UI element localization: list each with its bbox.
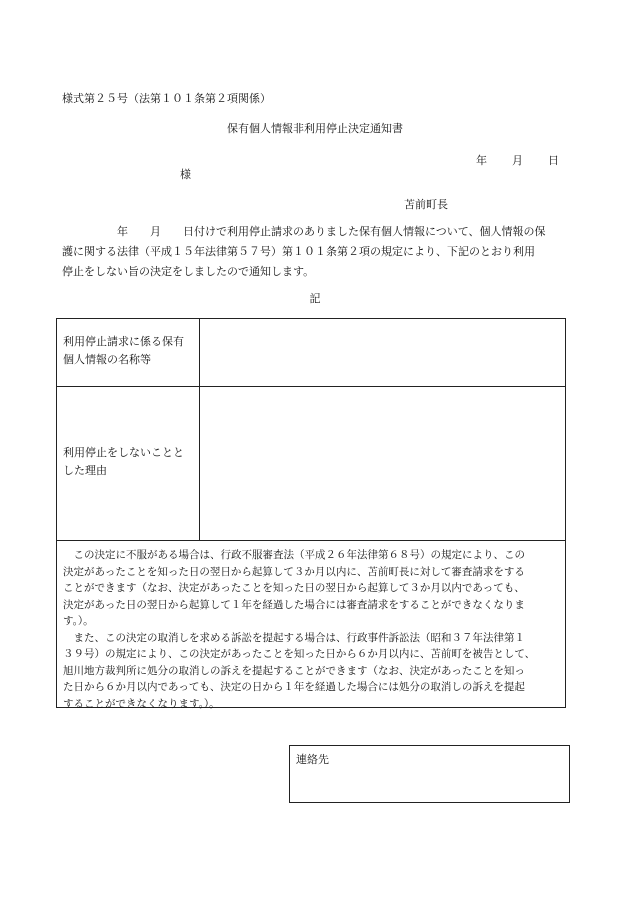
notice-line: 旭川地方裁判所に処分の取消しの訴えを提起することができます（なお、決定があったことを知っ: [63, 664, 525, 677]
notice-line: た日から６か月以内であっても、決定の日から１年を経過した場合には処分の取消しの訴えを提起: [63, 681, 525, 693]
appeal-notice: [57, 540, 565, 708]
date-month-label: 月: [512, 154, 523, 167]
body-line: 護に関する法律（平成１５年法律第５７号）第１０１条第２項の規定により、下記のとおり利用: [62, 245, 535, 258]
contact-label: 連絡先: [296, 753, 329, 766]
body-line: 年 月 日付けで利用停止請求のありました保有個人情報について、個人情報の保: [62, 225, 546, 238]
notice-line: す。）。: [63, 615, 94, 627]
label-line: 利用停止請求に係る保有: [63, 335, 184, 348]
label-line: 個人情報の名称等: [63, 353, 151, 366]
date-day-label: 日: [548, 154, 559, 167]
notice-line: 決定があったことを知った日の翌日から起算して３か月以内に、苫前町長に対して審査請求をする: [63, 565, 525, 578]
label-line: 利用停止をしないことと: [63, 446, 184, 459]
label-line: した理由: [63, 464, 107, 477]
ki-heading: 記: [309, 292, 321, 305]
notice-line: 決定があった日の翌日から起算して１年を経過した場合には審査請求をすることができなくなりま: [63, 598, 525, 611]
table-row-info-name: [57, 319, 565, 387]
date-year-label: 年: [476, 154, 487, 167]
contact-box: [289, 745, 570, 803]
issuer-name: 苫前町長: [404, 198, 448, 211]
notice-line: することができなくなります。）。: [63, 697, 220, 710]
notice-line: この決定に不服がある場合は、行政不服審査法（平成２６年法律第６８号）の規定により、この: [63, 549, 525, 561]
table-row-reason: [57, 386, 565, 541]
label-reason: [57, 386, 200, 540]
notice-line: ３９号）の規定により、この決定があったことを知った日から６か月以内に、苫前町を被告として、: [63, 648, 536, 660]
label-info-name: [57, 319, 200, 386]
notice-line: ことができます（なお、決定があったことを知った日の翌日から起算して３か月以内であっても、: [63, 582, 525, 594]
details-table: [56, 318, 566, 708]
form-number: 様式第２５号（法第１０１条第２項関係）: [62, 92, 271, 105]
notice-line: また、この決定の取消しを求める訴訟を提起する場合は、行政事件訴訟法（昭和３７年法律第１: [63, 631, 525, 644]
document-title: 保有個人情報非利用停止決定通知書: [227, 122, 403, 135]
body-line: 停止をしない旨の決定をしましたので通知します。: [62, 265, 315, 278]
notice-body: [62, 222, 572, 282]
addressee-suffix: 様: [180, 168, 191, 181]
